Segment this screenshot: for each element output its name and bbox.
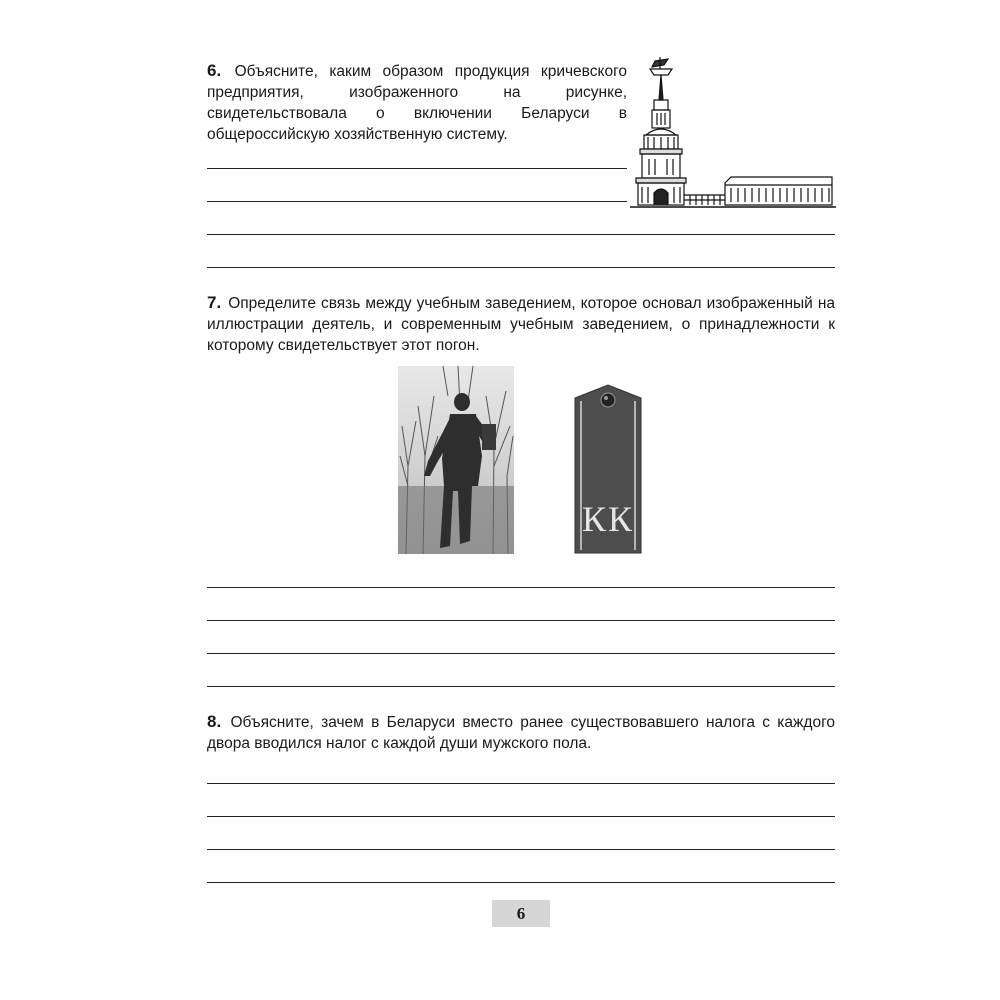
page-number: 6 xyxy=(492,900,550,927)
task-number: 8. xyxy=(207,712,222,731)
task-number: 7. xyxy=(207,293,222,312)
answer-line[interactable] xyxy=(207,783,835,784)
answer-line[interactable] xyxy=(207,201,627,202)
answer-line[interactable] xyxy=(207,686,835,687)
factory-tower-drawing xyxy=(630,55,836,210)
answer-line[interactable] xyxy=(207,234,835,235)
answer-line[interactable] xyxy=(207,587,835,588)
answer-line[interactable] xyxy=(207,882,835,883)
task-8 xyxy=(207,711,835,754)
task-text: Объясните, каким образом продукция кричевского предприятия, изображенного на рисунке, свидетельствовала о включении Беларуси в общероссийскую хозяйственную систему. xyxy=(207,63,627,143)
task-text: Объясните, зачем в Беларуси вместо ранее существовавшего налога с каждого двора вводился налог с каждой души мужского пола. xyxy=(207,714,835,752)
monument-photo xyxy=(398,366,514,554)
shoulder-strap-letters: КК xyxy=(581,499,635,539)
answer-line[interactable] xyxy=(207,620,835,621)
task-7 xyxy=(207,292,835,356)
answer-line[interactable] xyxy=(207,653,835,654)
task-text: Определите связь между учебным заведением, которое основал изображенный на иллюстрации деятель, и современным учебным заведением, о принадлежности к которому свидетельствует этот погон. xyxy=(207,295,835,354)
task-6 xyxy=(207,60,627,145)
answer-line[interactable] xyxy=(207,816,835,817)
task-number: 6. xyxy=(207,61,222,80)
answer-line[interactable] xyxy=(207,849,835,850)
answer-line[interactable] xyxy=(207,168,627,169)
answer-line[interactable] xyxy=(207,267,835,268)
